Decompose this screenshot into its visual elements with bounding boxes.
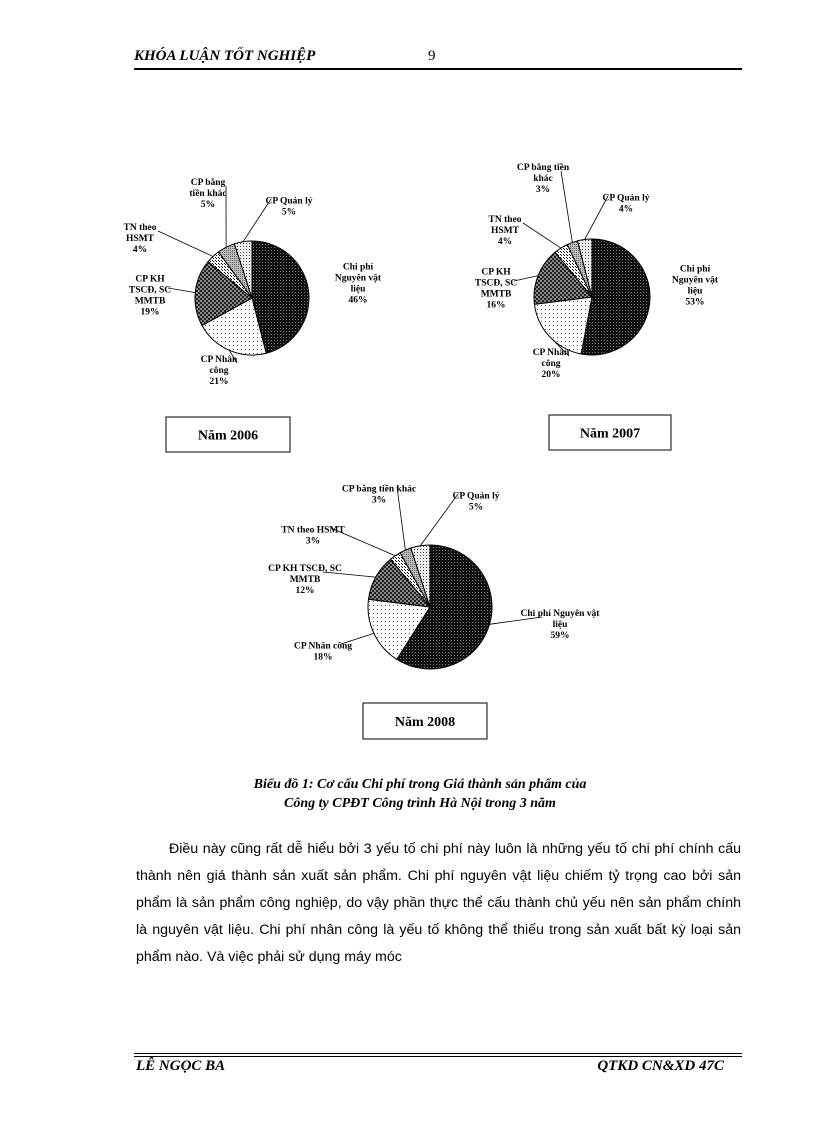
caption-line-1: Biểu đồ 1: Cơ cấu Chi phí trong Giá thành sản phẩm của [253, 777, 587, 792]
data-label-tien-khac: CP bằng tiền khác 5% [189, 178, 227, 210]
data-label-nhan-cong: CP Nhân công 20% [532, 348, 570, 380]
chart-title: Năm 2006 [197, 428, 259, 444]
data-label-kh-tscd: CP KH TSCĐ, SC MMTB 19% [128, 274, 172, 318]
data-label-kh-tscd: CP KH TSCĐ, SC MMTB 12% [268, 564, 342, 596]
data-label-tn-hsmt: TN theo HSMT 4% [123, 223, 157, 255]
data-label-tn-hsmt: TN theo HSMT 4% [488, 215, 522, 247]
leader-line-quan-ly [420, 494, 458, 546]
footer-author: LÊ NGỌC BA [136, 1058, 226, 1074]
data-label-quan-ly: CP Quản lý 4% [602, 193, 650, 215]
data-label-nvl: Chi phí Nguyên vật liệu 46% [334, 262, 382, 306]
caption-line-2: Công ty CPĐT Công trình Hà Nội trong 3 năm [284, 796, 556, 811]
leader-line-tn-hsmt [158, 231, 213, 256]
data-label-quan-ly: CP Quản lý 5% [452, 491, 500, 513]
data-label-nvl: Chi phí Nguyên vật liệu 53% [671, 264, 719, 308]
leader-line-kh-tscd [168, 288, 195, 293]
pie-chart-2007 [475, 162, 719, 450]
header-title: KHÓA LUẬN TỐT NGHIỆP [134, 48, 316, 64]
leader-line-tien-khac [561, 171, 572, 242]
figure-caption [160, 775, 680, 813]
body-paragraph: Điều này cũng rất dễ hiểu bởi 3 yếu tố chi phí này luôn là những yếu tố chi phí chính cấu thành nên giá thành sản xuất sản phẩm. Chi phí nguyên vật liệu chiếm tỷ trọng cao bởi sản phẩm là sản phẩm công nghiệp, do vậy phần thực thể cấu thành chủ yếu nên sản phẩm chính là nguyên vật liệu. Chi phí nhân công là yếu tố không thể thiếu trong sản xuất bất kỳ loại sản phẩm nào. Và việc phải sử dụng máy móc [136, 841, 741, 965]
data-label-kh-tscd: CP KH TSCĐ, SC MMTB 16% [474, 267, 518, 311]
data-label-quan-ly: CP Quản lý 5% [265, 196, 313, 218]
leader-line-tn-hsmt [523, 223, 561, 248]
page-number: 9 [428, 48, 436, 64]
leader-line-tien-khac [397, 487, 405, 550]
footer-rule-bottom [134, 1056, 742, 1057]
pie-chart-2008 [268, 484, 600, 740]
data-label-nhan-cong: CP Nhân công 18% [293, 641, 353, 663]
data-label-tn-hsmt: TN theo HSMT 3% [281, 525, 345, 547]
data-label-tien-khac: CP bằng tiền khác 3% [341, 484, 417, 506]
chart-title: Năm 2008 [394, 715, 456, 730]
footer-rule-top [134, 1053, 742, 1054]
footer-class: QTKD CN&XD 47C [597, 1058, 724, 1074]
data-label-nhan-cong: CP Nhân công 21% [200, 355, 238, 387]
pie-chart-2006 [124, 177, 382, 452]
data-label-tien-khac: CP bằng tiền khác 3% [516, 163, 570, 195]
data-label-nvl: Chi phí Nguyên vật liệu 59% [520, 609, 600, 641]
chart-title: Năm 2007 [579, 426, 641, 442]
leader-line-kh-tscd [514, 276, 538, 281]
